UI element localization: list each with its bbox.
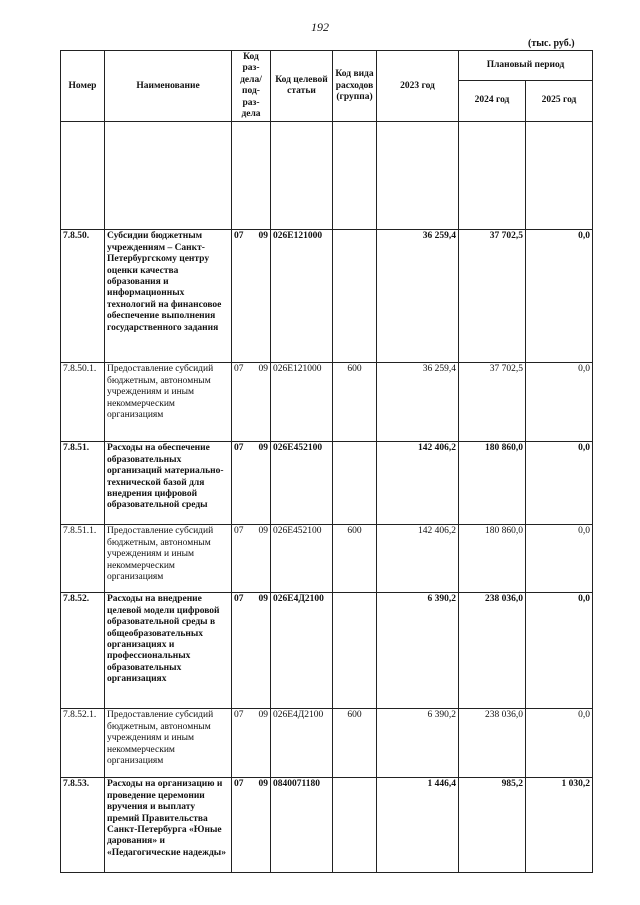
row-name: Расходы на внедрение целевой модели цифровой образовательной среды в общеобразовательных организациях и профессиональных образовательных организациях <box>105 593 232 709</box>
table-row <box>61 525 593 593</box>
row-2024: 180 860,0 <box>459 525 526 593</box>
row-number: 7.8.52.1. <box>61 709 105 778</box>
podrazdel-code: 09 <box>258 443 268 454</box>
row-target: 026E4Д2100 <box>271 593 333 709</box>
row-name: Предоставление субсидий бюджетным, автономным учреждениям и иным некоммерческим организациям <box>105 709 232 778</box>
header-number: Номер <box>61 51 105 122</box>
row-vid: 600 <box>333 709 377 778</box>
row-2023: 1 446,4 <box>377 778 459 873</box>
table-row <box>61 778 593 873</box>
header-2024: 2024 год <box>459 80 526 122</box>
razdel-code: 07 <box>234 526 244 537</box>
razdel-code: 07 <box>234 779 244 790</box>
row-2025: 1 030,2 <box>526 778 593 873</box>
table-row <box>61 363 593 442</box>
units-label: (тыс. руб.) <box>528 38 575 49</box>
row-2024: 37 702,5 <box>459 363 526 442</box>
table-row <box>61 593 593 709</box>
row-target: 026E452100 <box>271 442 333 525</box>
razdel-code: 07 <box>234 710 244 721</box>
row-vid <box>333 230 377 363</box>
row-vid <box>333 593 377 709</box>
row-2024: 985,2 <box>459 778 526 873</box>
row-razdel <box>232 442 271 525</box>
row-target: 026E452100 <box>271 525 333 593</box>
podrazdel-code: 09 <box>258 710 268 721</box>
row-2023: 6 390,2 <box>377 593 459 709</box>
row-number: 7.8.50.1. <box>61 363 105 442</box>
row-2024: 238 036,0 <box>459 593 526 709</box>
row-number: 7.8.50. <box>61 230 105 363</box>
podrazdel-code: 09 <box>258 594 268 605</box>
row-number: 7.8.51.1. <box>61 525 105 593</box>
table-row <box>61 442 593 525</box>
podrazdel-code: 09 <box>258 779 268 790</box>
razdel-code: 07 <box>234 364 244 375</box>
row-name: Расходы на организацию и проведение церемонии вручения и выплату премий Правительства Санкт-Петербурга «Юные дарования» и «Педагогические надежды» <box>105 778 232 873</box>
row-vid <box>333 778 377 873</box>
row-vid <box>333 442 377 525</box>
header-2025: 2025 год <box>526 80 593 122</box>
budget-table <box>60 50 593 873</box>
row-2023: 6 390,2 <box>377 709 459 778</box>
table-row <box>61 709 593 778</box>
row-target: 026E121000 <box>271 363 333 442</box>
row-2025: 0,0 <box>526 230 593 363</box>
row-2024: 180 860,0 <box>459 442 526 525</box>
row-2023: 142 406,2 <box>377 525 459 593</box>
row-razdel <box>232 230 271 363</box>
row-2025: 0,0 <box>526 709 593 778</box>
row-vid: 600 <box>333 525 377 593</box>
row-target: 026E4Д2100 <box>271 709 333 778</box>
row-number: 7.8.51. <box>61 442 105 525</box>
row-name: Предоставление субсидий бюджетным, автономным учреждениям и иным некоммерческим организациям <box>105 363 232 442</box>
row-name: Расходы на обеспечение образовательных организаций материально-технической базой для внедрения цифровой образовательной среды <box>105 442 232 525</box>
row-2023: 36 259,4 <box>377 230 459 363</box>
row-name: Предоставление субсидий бюджетным, автономным учреждениям и иным некоммерческим организациям <box>105 525 232 593</box>
row-2025: 0,0 <box>526 363 593 442</box>
row-razdel <box>232 593 271 709</box>
row-2024: 238 036,0 <box>459 709 526 778</box>
podrazdel-code: 09 <box>258 231 268 242</box>
header-2023: 2023 год <box>377 51 459 122</box>
razdel-code: 07 <box>234 231 244 242</box>
header-razdel: Код раз-дела/ под-раз-дела <box>232 51 271 122</box>
row-2025: 0,0 <box>526 525 593 593</box>
header-target: Код целевой статьи <box>271 51 333 122</box>
header-spacer <box>61 122 593 230</box>
header-name: Наименование <box>105 51 232 122</box>
row-target: 0840071180 <box>271 778 333 873</box>
razdel-code: 07 <box>234 594 244 605</box>
row-razdel <box>232 363 271 442</box>
row-razdel <box>232 525 271 593</box>
table-row <box>61 230 593 363</box>
row-name: Субсидии бюджетным учреждениям – Санкт-Петербургскому центру оценки качества образования и информационных технологий на финансовое обеспечение выполнения государственного задания <box>105 230 232 363</box>
row-number: 7.8.53. <box>61 778 105 873</box>
row-target: 026E121000 <box>271 230 333 363</box>
razdel-code: 07 <box>234 443 244 454</box>
row-2023: 36 259,4 <box>377 363 459 442</box>
row-vid: 600 <box>333 363 377 442</box>
row-number: 7.8.52. <box>61 593 105 709</box>
header-plan-period: Плановый период <box>459 51 593 81</box>
row-2024: 37 702,5 <box>459 230 526 363</box>
row-2025: 0,0 <box>526 442 593 525</box>
row-2023: 142 406,2 <box>377 442 459 525</box>
row-razdel <box>232 778 271 873</box>
podrazdel-code: 09 <box>258 364 268 375</box>
page-number: 192 <box>311 20 329 34</box>
podrazdel-code: 09 <box>258 526 268 537</box>
row-2025: 0,0 <box>526 593 593 709</box>
header-vid: Код вида расходов (группа) <box>333 51 377 122</box>
row-razdel <box>232 709 271 778</box>
